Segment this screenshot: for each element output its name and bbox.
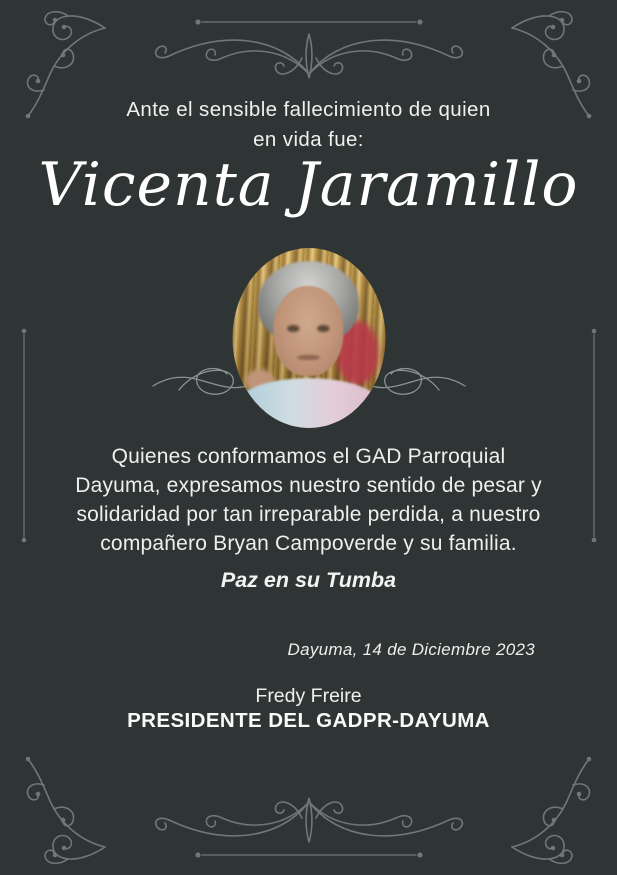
message-line: compañero Bryan Campoverde y su familia. [100, 532, 517, 555]
deceased-portrait [232, 248, 385, 428]
center-flourish-icon [144, 28, 474, 86]
message-line: solidaridad por tan irreparable perdida, a nuestro [76, 503, 541, 526]
dateline-text: Dayuma, 14 de Diciembre 2023 [287, 640, 535, 659]
signature-name: Fredy Freire [255, 685, 362, 707]
divider-line-icon [194, 851, 424, 859]
corner-flourish-icon [8, 752, 118, 867]
message-line: Quienes conformamos el GAD Parroquial [111, 445, 506, 468]
intro-text [0, 95, 617, 155]
portrait-face [273, 286, 343, 376]
center-flourish-icon [144, 790, 474, 848]
intro-line-1: Ante el sensible fallecimiento de quien [126, 98, 491, 121]
corner-flourish-icon [499, 752, 609, 867]
intro-line-2: en vida fue: [253, 128, 364, 151]
portrait-eye [287, 325, 299, 331]
farewell-text: Paz en su Tumba [220, 568, 397, 592]
deceased-name: Vicenta Jaramillo [38, 150, 579, 220]
message-line: Dayuma, expresamos nuestro sentido de pesar y [75, 474, 542, 497]
divider-line-icon [194, 18, 424, 26]
portrait-eye [318, 325, 330, 331]
signature-title: PRESIDENTE DEL GADPR-DAYUMA [127, 709, 490, 732]
portrait-mouth [297, 355, 320, 360]
condolence-message [0, 442, 617, 558]
portrait-shirt [234, 378, 384, 428]
